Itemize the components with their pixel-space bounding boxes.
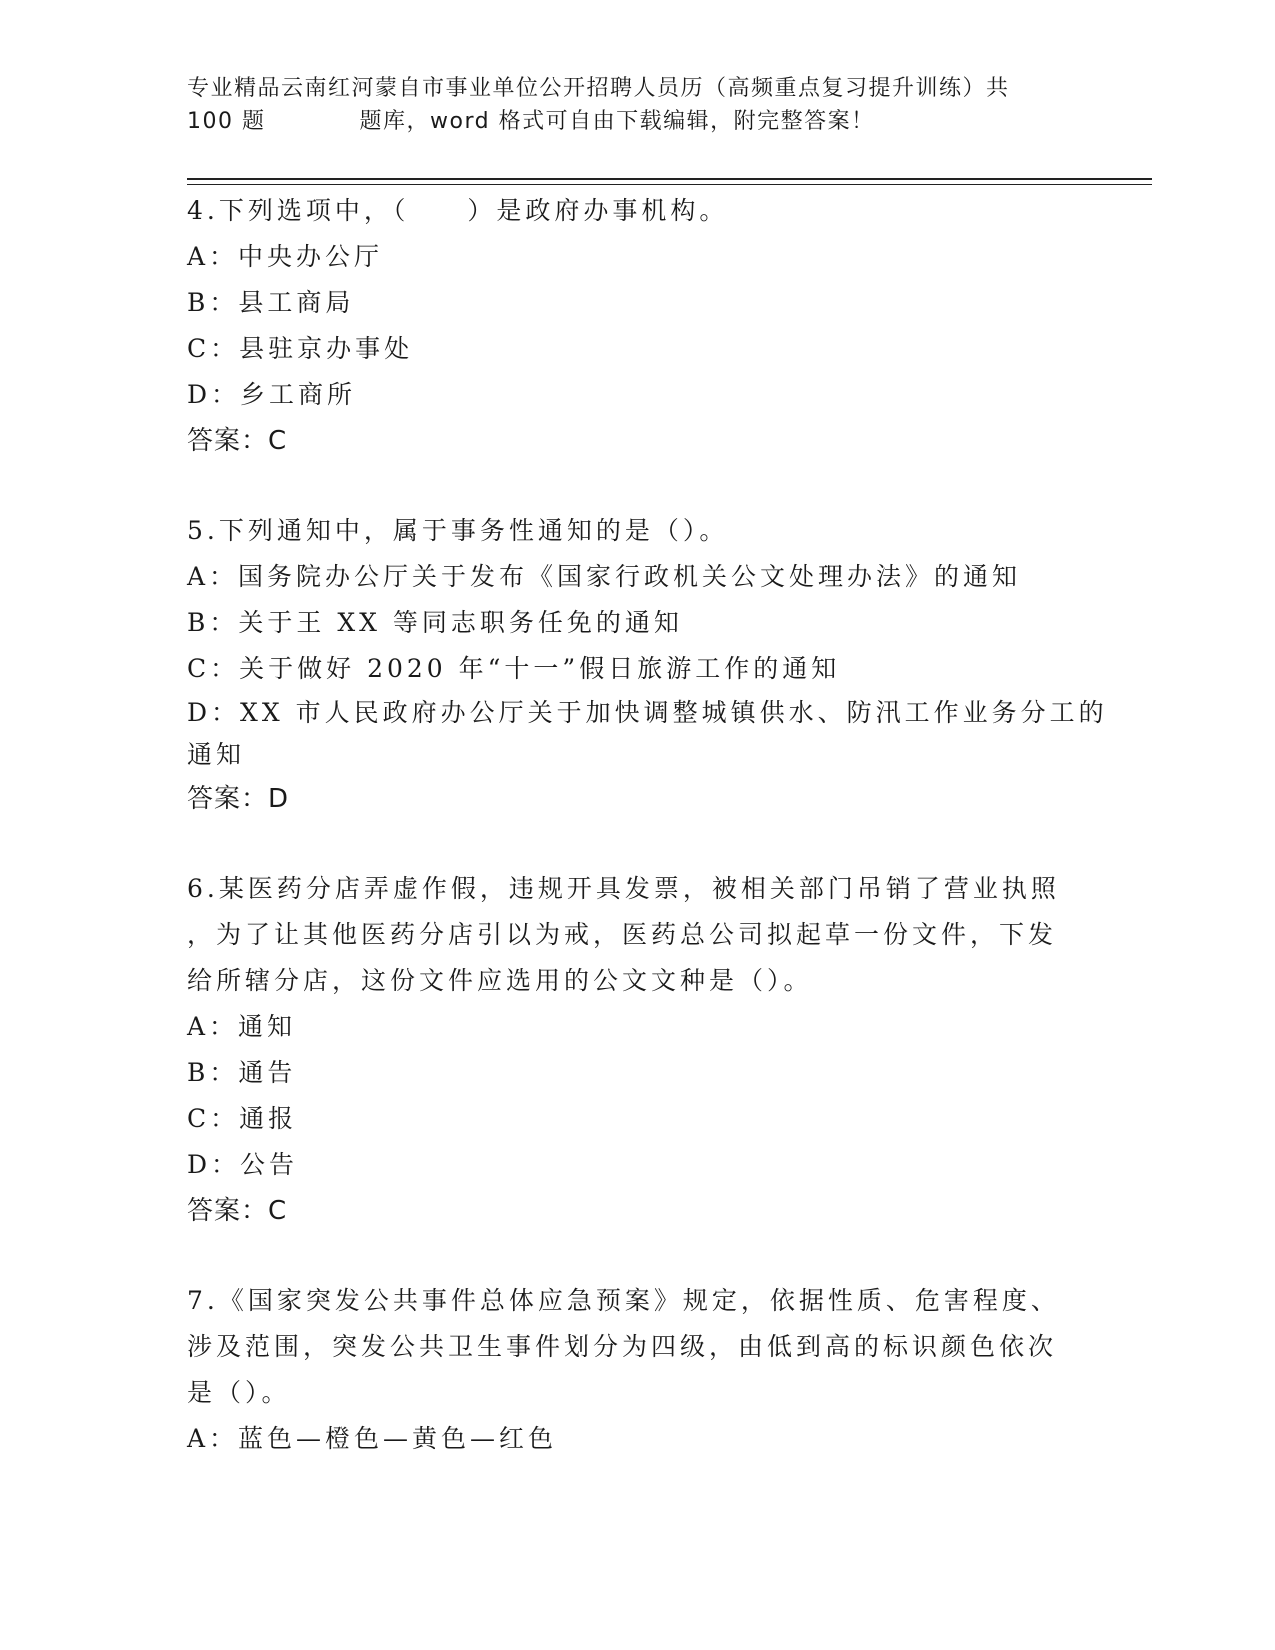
question-list [187, 188, 1108, 1462]
document-header [187, 72, 1087, 138]
option-b: B：县工商局 [187, 288, 355, 317]
option-d: D：公告 [187, 1150, 299, 1179]
option-c: C：县驻京办事处 [187, 334, 414, 363]
option-c: C：关于做好 2020 年“十一”假日旅游工作的通知 [187, 654, 841, 683]
option-d: D：XX 市人民政府办公厅关于加快调整城镇供水、防汛工作业务分工的 [187, 698, 1108, 727]
question-text-continued: ，为了让其他医药分店引以为戒，医药总公司拟起草一份文件，下发 [187, 920, 1058, 949]
header-title-line-2 [187, 105, 1087, 138]
question-text-continued: 给所辖分店，这份文件应选用的公文文种是（）。 [187, 966, 813, 995]
option-a: A：通知 [187, 1012, 297, 1041]
option-b: B：通告 [187, 1058, 297, 1087]
option-c: C：通报 [187, 1104, 298, 1133]
header-question-count: 100 题 [187, 109, 266, 134]
question-text-continued: 是（）。 [187, 1378, 291, 1407]
option-d-continued: 通知 [187, 740, 246, 769]
option-a: A：中央办公厅 [187, 242, 384, 271]
option-a: A：国务院办公厅关于发布《国家行政机关公文处理办法》的通知 [187, 562, 1022, 591]
question-text: 7.《国家突发公共事件总体应急预案》规定，依据性质、危害程度、 [187, 1286, 1060, 1315]
question-text-continued: 涉及范围，突发公共卫生事件划分为四级，由低到高的标识颜色依次 [187, 1332, 1058, 1361]
question-block [187, 1278, 1087, 1462]
header-divider-thick [187, 178, 1152, 180]
answer-line: 答案：D [187, 784, 290, 814]
header-divider-thin [187, 184, 1152, 185]
question-block [187, 866, 1087, 1234]
answer-line: 答案：C [187, 426, 288, 456]
option-a: A：蓝色—橙色—黄色—红色 [187, 1424, 558, 1453]
question-block [187, 508, 1108, 822]
answer-line: 答案：C [187, 1196, 288, 1226]
header-title-line-1: 专业精品云南红河蒙自市事业单位公开招聘人员历（高频重点复习提升训练）共 [187, 76, 1010, 101]
question-block [187, 188, 1087, 464]
question-text: 4.下列选项中，（ ）是政府办事机构。 [187, 196, 729, 225]
header-description: 题库，word 格式可自由下载编辑，附完整答案！ [359, 109, 875, 134]
question-text: 6.某医药分店弄虚作假，违规开具发票，被相关部门吊销了营业执照 [187, 874, 1060, 903]
option-d: D：乡工商所 [187, 380, 357, 409]
question-text: 5.下列通知中，属于事务性通知的是（）。 [187, 516, 729, 545]
option-b: B：关于王 XX 等同志职务任免的通知 [187, 608, 683, 637]
